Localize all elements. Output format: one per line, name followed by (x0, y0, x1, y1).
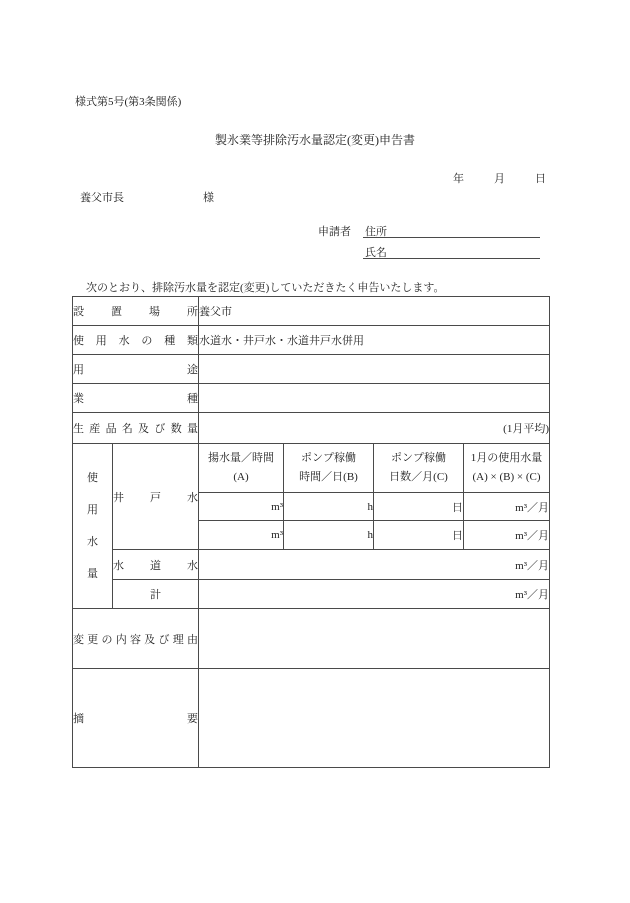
applicant-address-field (363, 223, 540, 238)
addressee-honorific: 様 (203, 192, 214, 204)
applicant-address-label: 住所 (365, 226, 387, 238)
header-monthly-usage-line1: 1月の使用水量 (470, 452, 543, 464)
row-water-type (73, 326, 550, 355)
well2-monthly-unit: m³／月 (464, 521, 550, 550)
remarks-value (199, 669, 550, 768)
form-number: 様式第5号(第3条関係) (75, 96, 182, 108)
purpose-label: 用途 (73, 355, 199, 384)
date-day-label: 日 (535, 173, 546, 185)
row-location (73, 297, 550, 326)
purpose-value (199, 355, 550, 384)
date-month-label: 月 (494, 173, 505, 185)
header-pump-days-line1: ポンプ稼働 (391, 452, 446, 464)
well1-pump-hours-unit: h (284, 493, 374, 521)
applicant-label: 申請者 (318, 226, 351, 238)
header-pump-hours (284, 444, 374, 493)
row-remarks (73, 669, 550, 768)
header-pump-days (374, 444, 464, 493)
industry-value (199, 384, 550, 413)
row-industry (73, 384, 550, 413)
location-label: 設置場所 (73, 297, 199, 326)
applicant-name-field (363, 244, 540, 259)
row-purpose (73, 355, 550, 384)
row-change-reason (73, 609, 550, 669)
well1-pump-days-unit: 日 (374, 493, 464, 521)
header-pump-volume-line2: (A) (233, 471, 249, 483)
row-total (73, 580, 550, 609)
row-products (73, 413, 550, 444)
header-monthly-usage-line2: (A) × (B) × (C) (472, 471, 541, 483)
products-note: (1月平均) (199, 413, 550, 444)
total-label: 計 (113, 580, 199, 609)
water-type-label: 使用水の種類 (73, 326, 199, 355)
products-label: 生産品名及び数量 (73, 413, 199, 444)
header-pump-volume (199, 444, 284, 493)
date-line (453, 170, 546, 186)
well-water-label: 井戸水 (113, 444, 199, 550)
page-title: 製氷業等排除汚水量認定(変更)申告書 (215, 133, 415, 147)
change-reason-value (199, 609, 550, 669)
header-pump-hours-line1: ポンプ稼働 (301, 452, 356, 464)
remarks-label: 摘要 (73, 669, 199, 768)
applicant-name-label: 氏名 (365, 247, 387, 259)
well2-pump-volume-unit: m³ (199, 521, 284, 550)
well2-pump-hours-unit: h (284, 521, 374, 550)
well1-monthly-unit: m³／月 (464, 493, 550, 521)
header-pump-volume-line1: 揚水量／時間 (208, 452, 274, 464)
row-usage-header (73, 444, 550, 493)
header-monthly-usage (464, 444, 550, 493)
well1-pump-volume-unit: m³ (199, 493, 284, 521)
declaration-text: 次のとおり、排除汚水量を認定(変更)していただきたく申告いたします。 (86, 282, 445, 294)
tap-water-unit: m³／月 (199, 550, 550, 580)
addressee-name: 養父市長 (80, 192, 124, 204)
tap-water-label: 水道水 (113, 550, 199, 580)
application-table (72, 296, 550, 768)
industry-label: 業種 (73, 384, 199, 413)
change-reason-label: 変更の内容及び理由 (73, 609, 199, 669)
usage-vertical-label: 使用水量 (87, 472, 98, 580)
applicant-fields (363, 223, 540, 259)
water-type-value: 水道水・井戸水・水道井戸水併用 (199, 326, 550, 355)
header-pump-days-line2: 日数／月(C) (389, 471, 448, 483)
header-pump-hours-line2: 時間／日(B) (299, 471, 358, 483)
total-unit: m³／月 (199, 580, 550, 609)
date-year-label: 年 (453, 173, 464, 185)
well2-pump-days-unit: 日 (374, 521, 464, 550)
location-value: 養父市 (199, 297, 550, 326)
usage-vertical-label-cell (73, 444, 113, 609)
row-tap-water (73, 550, 550, 580)
